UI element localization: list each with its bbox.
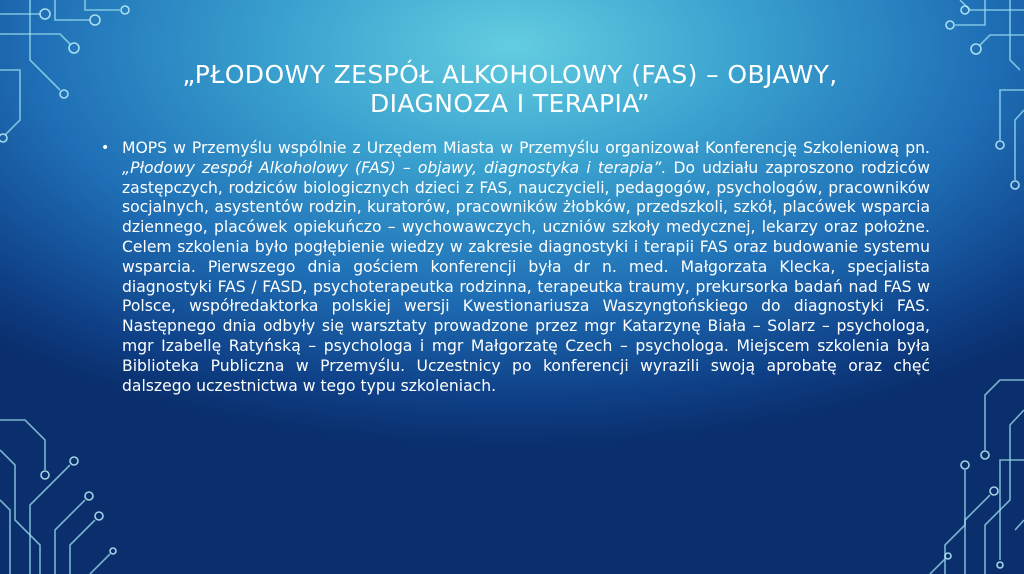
slide-title: „PŁODOWY ZESPÓŁ ALKOHOLOWY (FAS) – OBJAWY, DIAGNOZA I TERAPIA” [182, 60, 838, 118]
bullet-paragraph [101, 139, 930, 396]
paragraph-body: Do udziału zaproszono rodziców zastępczych, rodziców biologicznych dzieci z FAS, nauczycieli, pedagogów, psychologów, pracowników socjalnych, asystentów rodzin, kuratorów, pracowników żłobków, przedszkoli, szkół, placówek wsparcia dziennego, placówek opiekuńczo – wychowawczych, uczniów szkoły medycznej, lekarzy oraz położne. Celem szkolenia było pogłębienie wiedzy w zakresie diagnostyki i terapii FAS oraz budowanie systemu wsparcia. Pierwszego dnia gościem konferencji była dr n. med. Małgorzata Klecka, specjalista diagnostyki FAS / FASD, psychoterapeutka rodzinna, terapeutka traumy, prekursorka badań nad FAS w Polsce, współredaktorka polskiej wersji Kwestionariusza Waszyngtońskiego do diagnostyki FAS. Następnego dnia odbyły się warsztaty prowadzone przez mgr Katarzynę Biała – Solarz – psychologa, mgr Izabellę Ratyńską – psychologa i mgr Małgorzatę Czech – psychologa. Miejscem szkolenia była Biblioteka Publiczna w Przemyślu. Uczestnicy po konferencji wyrazili swoją aprobatę oraz chęć dalszego uczestnictwa w tego typu szkoleniach. [122, 158, 930, 395]
conference-title-italic: „Płodowy zespół Alkoholowy (FAS) – objawy, diagnostyka i terapia”. [122, 158, 667, 177]
paragraph-intro: MOPS w Przemyślu wspólnie z Urzędem Miasta w Przemyślu organizował Konferencję Szkoleniową pn. [122, 139, 930, 157]
bullet-marker: • [101, 140, 110, 156]
